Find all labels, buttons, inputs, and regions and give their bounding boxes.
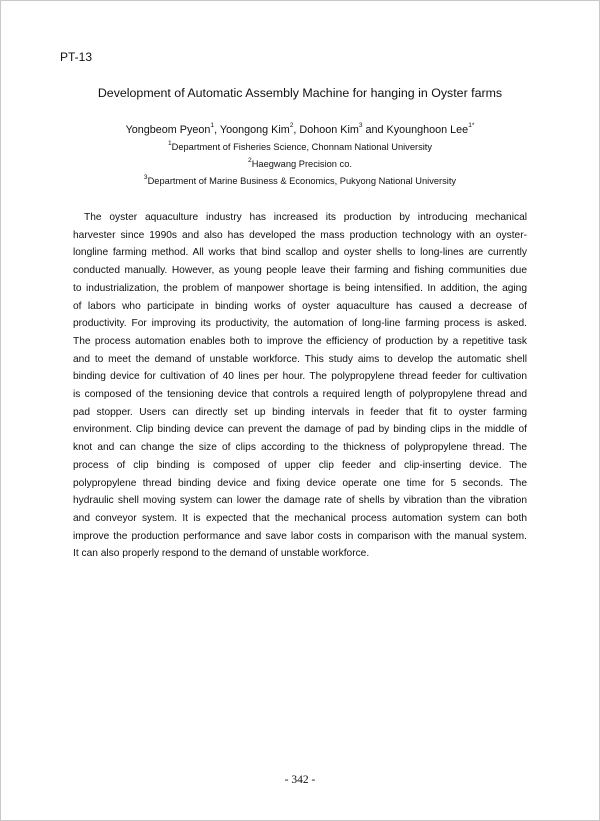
abstract-line: knot and can change the size of clips according to the thickness of polypropylene thread. The	[73, 442, 527, 454]
abstract-line: longline farming method. All works that bind scallop and oyster shells to long-lines are currently	[73, 247, 527, 259]
affiliation-sup: 2	[248, 157, 252, 164]
abstract-line: is composed of the tensioning device that controls a required length of polypropylene thread and	[73, 389, 527, 401]
abstract-line: conducted manually. However, as young people leave their farming and fishing communities due	[73, 265, 527, 277]
abstract-line: harvester since 1990s and also has developed the mass production technology with an oyster-	[73, 229, 527, 241]
abstract-line: and conveyor system. It is expected that the mechanical process automation system can both	[73, 512, 527, 524]
abstract-line: pad stopper. Users can directly set up binding intervals in feeder that fit to oyster farming	[73, 406, 527, 418]
abstract-line: improve the production performance and save labor costs in comparison with the manual system.	[73, 530, 527, 542]
abstract-line: environment. Clip binding device can prevent the damage of pad by binding clips in the middle of	[73, 424, 527, 436]
affiliation-sup: 1	[167, 140, 172, 147]
paper-title: Development of Automatic Assembly Machine for hanging in Oyster farms	[97, 86, 503, 100]
abstract-line: The process automation enables both to improve the efficiency of production by a repetitive task	[73, 335, 527, 347]
affiliation-1	[0, 142, 600, 152]
author-list	[0, 124, 600, 136]
author-sup: 1	[210, 122, 215, 129]
affiliation-3	[0, 176, 600, 186]
affiliation-text: Department of Marine Business & Economics, Pukyong National University	[147, 176, 457, 186]
affiliation-text: Department of Fisheries Science, Chonnam National University	[171, 142, 433, 152]
author-name: Yongbeom Pyeon	[125, 124, 211, 136]
abstract-line: The oyster aquaculture industry has increased its production by introducing mechanical	[84, 212, 527, 223]
author-sup: 3	[358, 122, 363, 129]
abstract-line: binding device for cultivation of 40 lines per hour. The polypropylene thread feeder for cultivation	[73, 371, 527, 383]
abstract-line: of labors who participate in binding works of oyster aquaculture has caused a decrease of	[73, 300, 527, 312]
abstract-line: polypropylene thread binding device and fixing device operate one time for 5 seconds. The	[73, 477, 527, 489]
author-sep: and	[362, 124, 387, 136]
abstract-line: process of clip binding is composed of upper clip feeder and clip-inserting device. The	[73, 459, 527, 471]
abstract-line: to industrialization, the problem of manpower shortage is being intensified. In addition, the aging	[73, 282, 527, 294]
abstract-line: hydraulic shell moving system can lower the damage rate of shells by vibration than the vibration	[73, 495, 527, 507]
author-sep: ,	[293, 124, 300, 136]
abstract-line: It can also properly respond to the demand of unstable workforce.	[73, 548, 370, 560]
author-name: Kyounghoon Lee	[386, 124, 469, 136]
author-sup: 1*	[468, 122, 475, 129]
abstract-line: productivity. For improving its productivity, the automation of long-line farming process is asked.	[73, 318, 527, 330]
affiliation-sup: 3	[143, 174, 148, 181]
affiliation-text: Haegwang Precision co.	[251, 159, 352, 169]
affiliation-2	[0, 159, 600, 169]
page-number: - 342 -	[284, 774, 316, 786]
author-sup: 2	[289, 122, 294, 129]
author-name: Yoongong Kim	[219, 124, 290, 136]
abstract-body	[73, 209, 527, 563]
abstract-line: and to meet the demand of unstable workforce. This study aims to develop the automatic shell	[73, 353, 527, 365]
paper-code: PT-13	[60, 50, 93, 64]
author-name: Dohoon Kim	[299, 124, 359, 136]
author-sep: ,	[214, 124, 220, 136]
